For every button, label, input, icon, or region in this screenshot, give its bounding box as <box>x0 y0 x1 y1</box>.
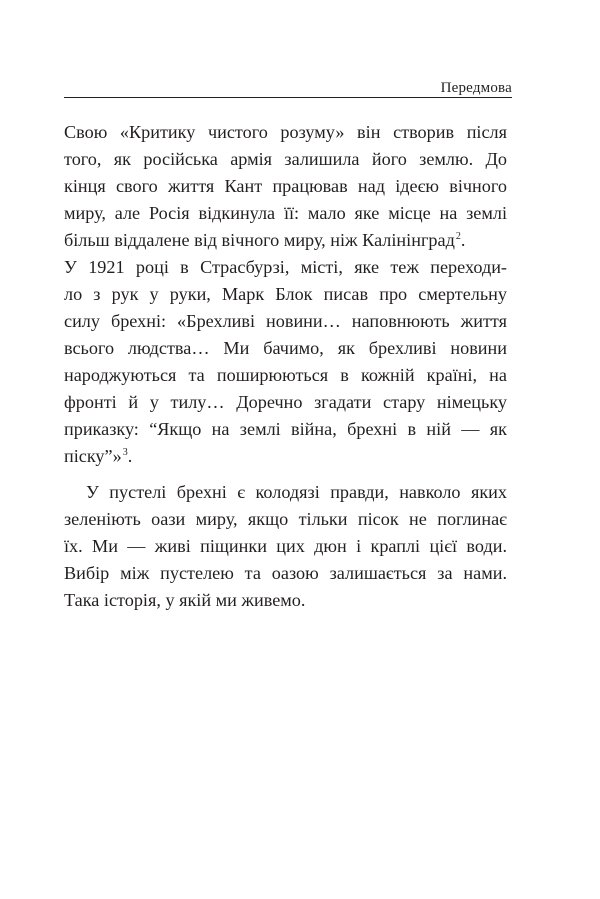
footnote-marker: 2 <box>455 231 461 242</box>
text-line: народжуються та поширюються в кожній країні, на <box>64 365 507 385</box>
header-rule <box>64 97 512 98</box>
text-line: всього людства… Ми бачимо, як брехливі новини <box>64 338 507 358</box>
text-line: Така історія, у якій ми живемо. <box>64 590 306 610</box>
text-line: їх. Ми — живі піщинки цих дюн і краплі цієї води. <box>64 536 507 556</box>
line-punctuation: . <box>127 446 133 466</box>
body-text <box>64 119 507 614</box>
paragraph-gap <box>64 470 507 479</box>
text-line: силу брехні: «Брехливі новини… наповнюють життя <box>64 311 507 331</box>
text-line: того, як російська армія залишила його землю. До <box>64 149 507 169</box>
text-line: кінця свого життя Кант працював над ідеєю вічного <box>64 176 507 196</box>
text-line-with-footnote <box>64 227 507 254</box>
paragraph-1 <box>64 119 507 470</box>
text-line: У 1921 році в Страсбурзі, місті, яке теж переходи- <box>64 257 507 277</box>
text-line: піску”» <box>64 446 122 466</box>
text-line: фронті й у тилу… Доречно згадати стару німецьку <box>64 392 507 412</box>
text-line: приказку: “Якщо на землі війна, брехні в ній — як <box>64 419 507 439</box>
text-line: ло з рук у руки, Марк Блок писав про смертельну <box>64 284 507 304</box>
footnote-marker: 3 <box>122 447 128 458</box>
paragraph-2 <box>64 479 507 614</box>
text-line: більш віддалене від вічного миру, ніж Калінінград <box>64 230 455 250</box>
text-line: зеленіють оази миру, якщо тільки пісок не поглинає <box>64 509 507 529</box>
running-head-title: Передмова <box>440 80 512 96</box>
text-line-with-footnote <box>64 443 507 470</box>
text-line: Свою «Критику чистого розуму» він створив після <box>64 122 507 142</box>
text-line: Вибір між пустелею та оазою залишається за нами. <box>64 563 507 583</box>
text-line: У пустелі брехні є колодязі правди, навколо яких <box>86 482 507 502</box>
text-line: миру, але Росія відкинула її: мало яке місце на землі <box>64 203 507 223</box>
line-punctuation: . <box>460 230 466 250</box>
